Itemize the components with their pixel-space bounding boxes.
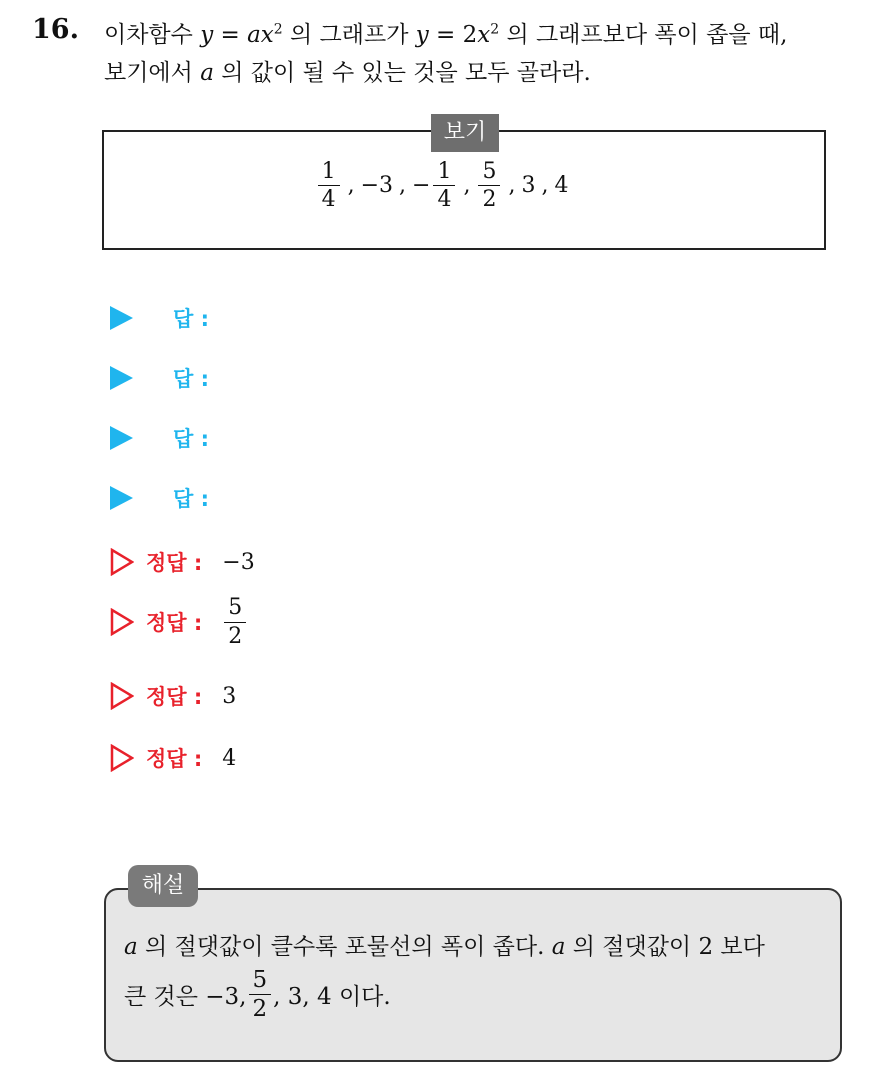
choice-fraction-5-2: $\frac{5}{2}$ [478,160,500,211]
play-triangle-icon [110,486,133,510]
question-number: 16. [32,14,79,45]
correct-answer-row [110,736,236,780]
correct-label: 정답 : [146,611,203,635]
answer-label: 답 : [173,427,209,451]
solution-text-line1: a 의 절댓값이 클수록 포물선의 폭이 좁다. a 의 절댓값이 2 보다 [124,934,765,960]
play-triangle-icon [110,426,133,450]
answer-row[interactable] [110,418,209,458]
choice-fraction-neg-1-4: $\frac{1}{4}$ [433,160,455,211]
correct-value: 4 [222,745,237,771]
play-triangle-icon [110,366,133,390]
correct-label: 정답 : [146,747,203,771]
choice-3: 3 [521,173,536,199]
correct-label: 정답 : [146,551,203,575]
answer-label: 답 : [173,487,209,511]
outline-triangle-icon [110,744,134,772]
solution-label: 해설 [128,865,198,907]
outline-triangle-icon [110,608,134,636]
choice-fraction-1-4: $\frac{1}{4}$ [318,160,340,211]
correct-answer-row [110,595,248,649]
choice-neg3: −3 [360,173,393,199]
correct-label: 정답 : [146,685,203,709]
bogi-choices: $\frac{1}{4}$ , −3 , − $\frac{1}{4}$ , $\frac{5}{2}$ , 3 , 4 [0,160,884,211]
question-text-line1: 이차함수 $y = ax^2$ 의 그래프가 $y = 2x^2$ 의 그래프보다 폭이 좁을 때, [104,21,788,48]
play-triangle-icon [110,306,133,330]
correct-value: $\frac{5}{2}$ [222,596,248,647]
solution-fraction: $\frac{5}{2}$ [249,968,272,1021]
correct-value: −3 [222,549,255,575]
answer-row[interactable] [110,298,209,338]
outline-triangle-icon [110,682,134,710]
answer-label: 답 : [173,367,209,391]
bogi-label: 보기 [431,114,499,152]
choice-4: 4 [554,173,569,199]
correct-answer-row [110,674,236,718]
answer-row[interactable] [110,358,209,398]
correct-value: 3 [222,683,237,709]
correct-answer-row [110,540,255,584]
question-text-line2: 보기에서 a 의 값이 될 수 있는 것을 모두 골라라. [104,60,591,86]
outline-triangle-icon [110,548,134,576]
solution-text-line2: 큰 것은 −3, $\frac{5}{2}$ , 3, 4 이다. [124,967,391,1023]
answer-row[interactable] [110,478,209,518]
answer-label: 답 : [173,307,209,331]
